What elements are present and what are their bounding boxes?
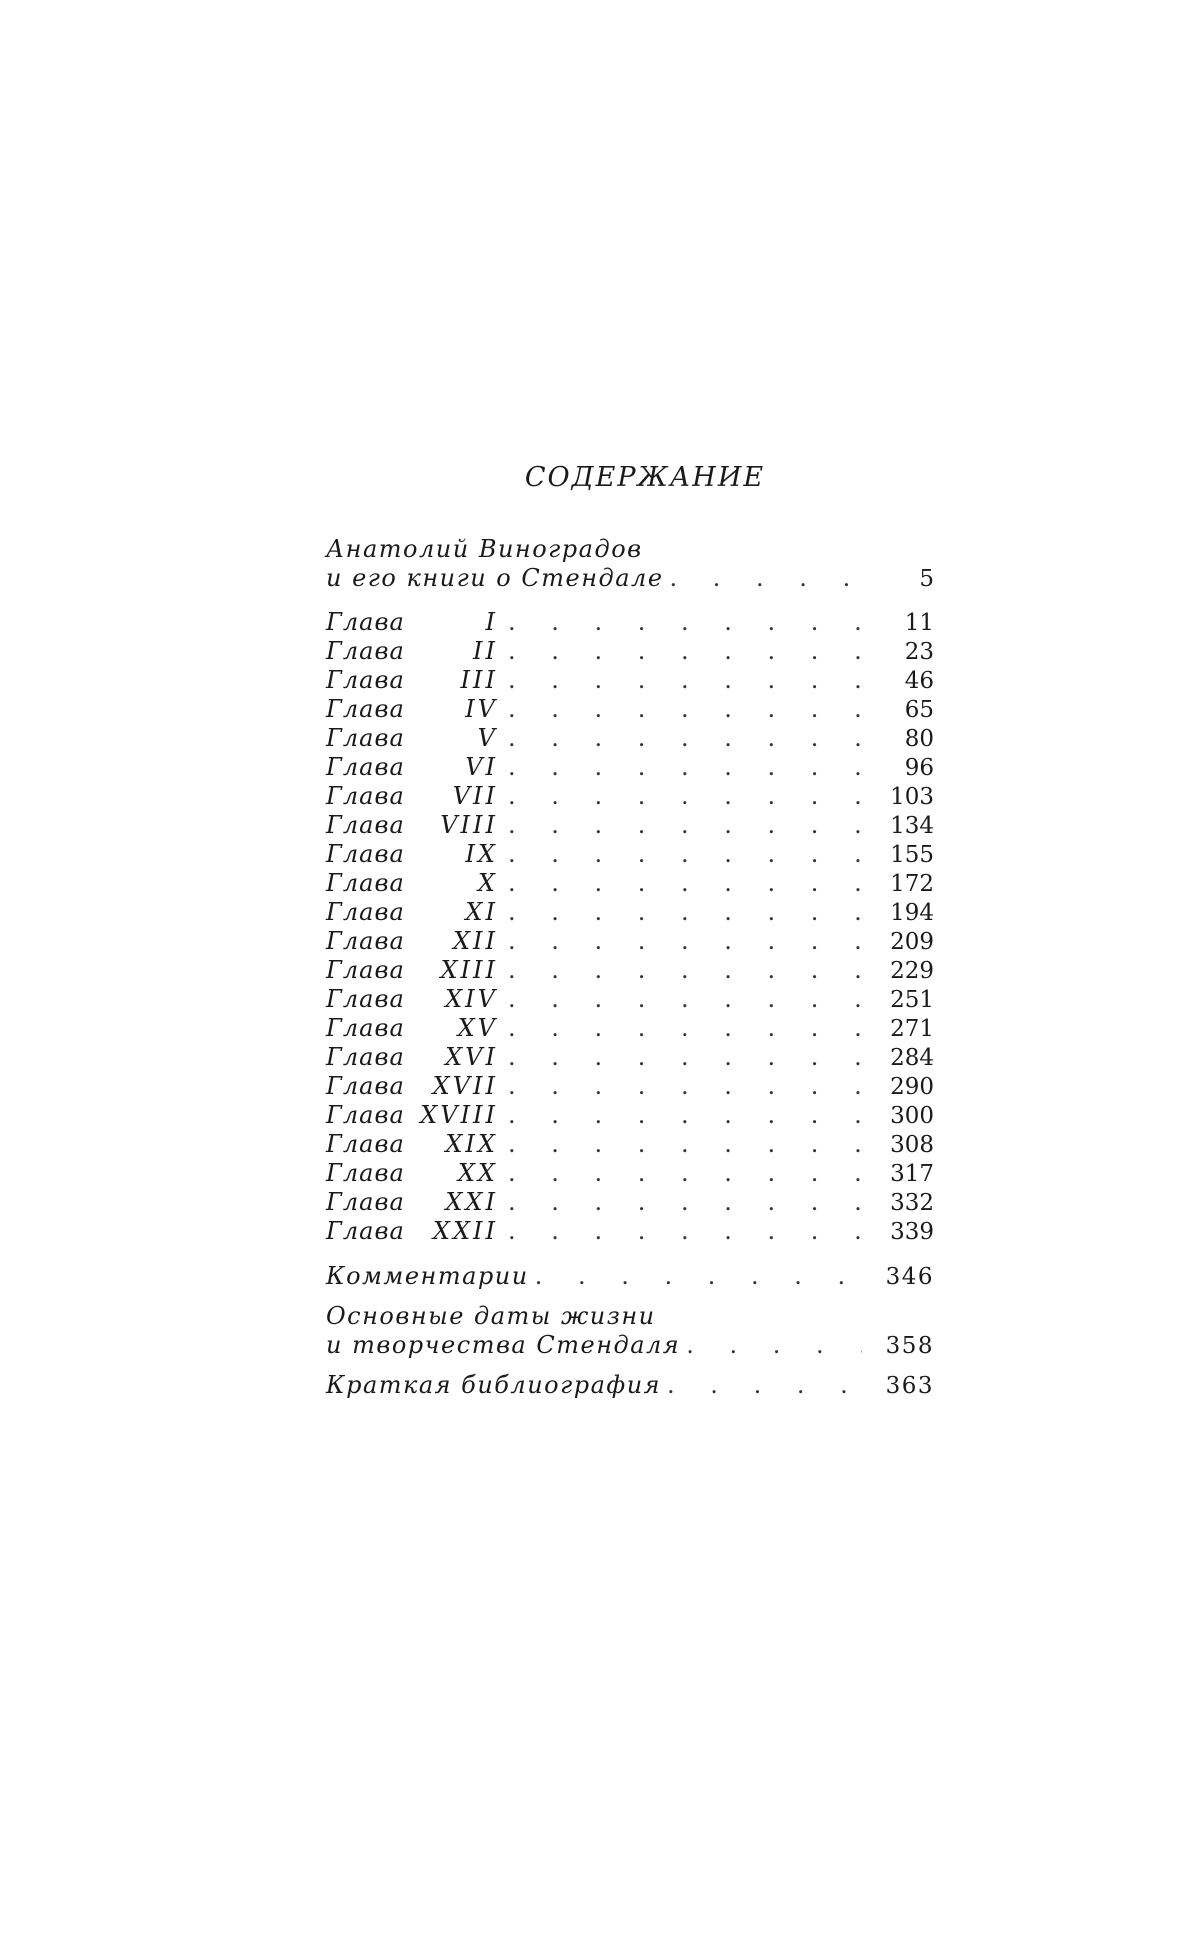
entry-title: Краткая библиография (326, 1371, 662, 1399)
table-of-contents (326, 462, 934, 1411)
dot-leader (508, 1188, 862, 1217)
chapter-label: Глава (326, 695, 405, 723)
dot-leader (508, 985, 862, 1014)
dot-leader (686, 1331, 862, 1360)
page-number: 339 (890, 1219, 934, 1245)
page-number: 80 (904, 726, 934, 752)
dot-leader (508, 753, 862, 782)
toc-entry-chapter (326, 840, 934, 869)
entry-title-line1: Основные даты жизни (326, 1302, 656, 1330)
back-matter (326, 1262, 934, 1401)
chapter-numeral: II (473, 637, 498, 665)
page-number: 332 (890, 1190, 934, 1216)
chapter-numeral: XIX (445, 1130, 498, 1158)
toc-entry-dates (326, 1302, 934, 1361)
dot-leader (508, 927, 862, 956)
page-number: 209 (890, 929, 934, 955)
chapter-label: Глава (326, 1101, 405, 1129)
dot-leader (508, 1159, 862, 1188)
toc-entry-chapter (326, 1043, 934, 1072)
toc-entry-intro (326, 535, 934, 594)
chapter-numeral: VIII (440, 811, 498, 839)
page-number: 284 (890, 1045, 934, 1071)
toc-entry-commentary (326, 1262, 934, 1292)
chapter-numeral: XII (452, 927, 498, 955)
chapter-numeral: V (477, 724, 498, 752)
chapter-numeral: I (485, 608, 498, 636)
page-number: 96 (904, 755, 934, 781)
chapter-label: Глава (326, 898, 405, 926)
toc-entry-chapter (326, 1101, 934, 1130)
page-number: 103 (890, 784, 934, 810)
chapter-numeral: IX (465, 840, 498, 868)
entry-title: Комментарии (326, 1262, 529, 1290)
dot-leader (670, 564, 862, 593)
dot-leader (508, 695, 862, 724)
page-number: 172 (890, 871, 934, 897)
dot-leader (508, 811, 862, 840)
page-number: 271 (890, 1016, 934, 1042)
toc-entry-chapter (326, 753, 934, 782)
toc-entry-chapter (326, 1014, 934, 1043)
page-number: 251 (890, 987, 934, 1013)
toc-entry-chapter (326, 782, 934, 811)
chapter-label: Глава (326, 956, 405, 984)
toc-entry-chapter (326, 666, 934, 695)
toc-entry-chapter (326, 608, 934, 637)
chapter-label: Глава (326, 1014, 405, 1042)
chapter-label: Глава (326, 1130, 405, 1158)
page-number: 134 (890, 813, 934, 839)
chapter-label: Глава (326, 666, 405, 694)
dot-leader (535, 1262, 862, 1291)
chapter-label: Глава (326, 1159, 405, 1187)
dot-leader (508, 1072, 862, 1101)
chapter-label: Глава (326, 1043, 405, 1071)
toc-entry-chapter (326, 1188, 934, 1217)
chapter-label: Глава (326, 782, 405, 810)
chapter-label: Глава (326, 637, 405, 665)
toc-entry-chapter (326, 1130, 934, 1159)
page-title: СОДЕРЖАНИЕ (524, 462, 766, 493)
page-number: 363 (885, 1373, 934, 1399)
toc-entry-chapter (326, 985, 934, 1014)
chapter-numeral: XXII (432, 1217, 498, 1245)
page-number: 290 (890, 1074, 934, 1100)
dot-leader (508, 869, 862, 898)
chapter-numeral: III (460, 666, 498, 694)
chapter-label: Глава (326, 724, 405, 752)
entry-title-line1: Анатолий Виноградов (326, 535, 643, 563)
page-number: 308 (890, 1132, 934, 1158)
toc-entry-chapter (326, 695, 934, 724)
chapter-numeral: IV (465, 695, 498, 723)
toc-entry-chapter (326, 956, 934, 985)
chapter-numeral: XV (457, 1014, 498, 1042)
page-number: 346 (885, 1264, 934, 1290)
dot-leader (508, 1101, 862, 1130)
toc-entry-chapter (326, 724, 934, 753)
toc-entry-chapter (326, 1159, 934, 1188)
page-number: 300 (890, 1103, 934, 1129)
page-number: 155 (890, 842, 934, 868)
chapter-label: Глава (326, 840, 405, 868)
page-number: 229 (890, 958, 934, 984)
chapter-label: Глава (326, 753, 405, 781)
dot-leader (508, 608, 862, 637)
page-number: 5 (919, 566, 934, 592)
dot-leader (508, 637, 862, 666)
chapter-label: Глава (326, 608, 405, 636)
dot-leader (508, 724, 862, 753)
dot-leader (508, 666, 862, 695)
dot-leader (508, 898, 862, 927)
page-number: 11 (904, 610, 934, 636)
chapter-list (326, 608, 934, 1246)
toc-entry-chapter (326, 811, 934, 840)
chapter-numeral: VI (465, 753, 498, 781)
page-number: 194 (890, 900, 934, 926)
dot-leader (508, 1130, 862, 1159)
dot-leader (667, 1371, 862, 1400)
chapter-label: Глава (326, 1217, 405, 1245)
toc-entry-chapter (326, 869, 934, 898)
page-number: 317 (890, 1161, 934, 1187)
chapter-numeral: VII (452, 782, 498, 810)
chapter-numeral: XIV (445, 985, 498, 1013)
chapter-label: Глава (326, 1072, 405, 1100)
chapter-label: Глава (326, 1188, 405, 1216)
toc-entry-bibliography (326, 1371, 934, 1401)
page-number: 23 (904, 639, 934, 665)
dot-leader (508, 1014, 862, 1043)
toc-entry-chapter (326, 1072, 934, 1101)
dot-leader (508, 1043, 862, 1072)
dot-leader (508, 1217, 862, 1246)
toc-entry-chapter (326, 898, 934, 927)
dot-leader (508, 956, 862, 985)
entry-title-line2: и творчества Стендаля (326, 1331, 681, 1359)
toc-entry-chapter (326, 927, 934, 956)
page-number: 65 (904, 697, 934, 723)
toc-entry-chapter (326, 637, 934, 666)
chapter-numeral: XVI (445, 1043, 498, 1071)
chapter-label: Глава (326, 869, 405, 897)
page-number: 46 (904, 668, 934, 694)
chapter-label: Глава (326, 985, 405, 1013)
chapter-numeral: XIII (440, 956, 498, 984)
chapter-numeral: XX (457, 1159, 498, 1187)
chapter-numeral: X (477, 869, 498, 897)
chapter-label: Глава (326, 811, 405, 839)
chapter-label: Глава (326, 927, 405, 955)
chapter-numeral: XVIII (420, 1101, 498, 1129)
page-number: 358 (885, 1333, 934, 1359)
chapter-numeral: XXI (445, 1188, 498, 1216)
dot-leader (508, 782, 862, 811)
entry-title-line2: и его книги о Стендале (326, 564, 664, 592)
chapter-numeral: XVII (432, 1072, 498, 1100)
toc-entry-chapter (326, 1217, 934, 1246)
chapter-numeral: XI (465, 898, 498, 926)
dot-leader (508, 840, 862, 869)
